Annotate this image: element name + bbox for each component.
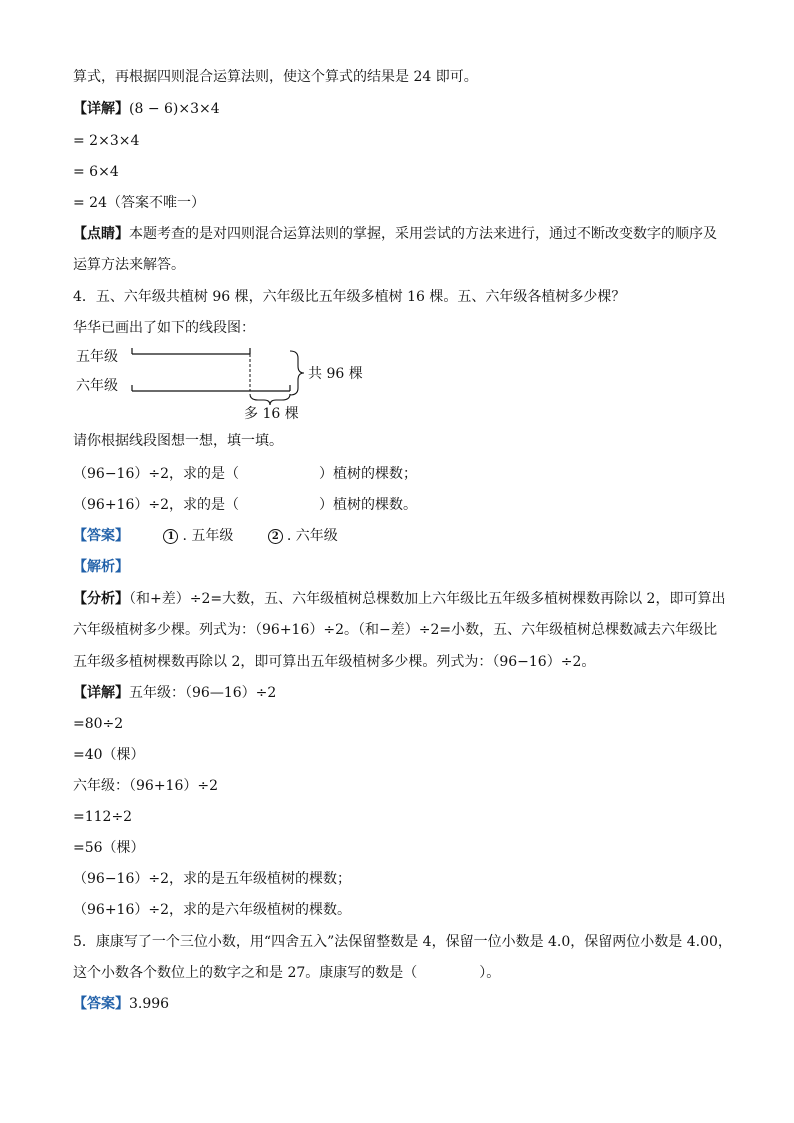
point-line [73,225,717,243]
fenxi-line-1 [73,590,725,608]
answer-item-2 [268,527,338,545]
answer-line [73,527,338,545]
question-5-text: ）。 [479,965,501,981]
detail-line: （96+16）÷2，求的是六年级植树的棵数。 [73,902,351,918]
fill-line-1 [73,465,417,483]
circled-number: 2 [268,529,283,544]
bottom-brace [250,394,290,405]
question-5-line-1: 5．康康写了一个三位小数，用“四舍五入”法保留整数是 4，保留一位小数是 4.0，保留两位小数是 4.00， [73,934,732,950]
fill-text: （96−16）÷2，求的是（ [73,466,239,482]
row1-label: 五年级 [76,349,118,365]
fenxi-label: 【分析】 [73,591,129,607]
fenxi-line-2: 六年级植树多少棵。列式为：（96+16）÷2。（和−差）÷2=小数，五、六年级植树总棵数减去六年级比 [73,622,718,638]
fill-line-2 [73,496,417,514]
detail-label: 【详解】 [73,101,129,117]
text-line: = 6×4 [73,164,119,180]
fill-text: ）植树的棵数。 [319,497,417,513]
point-text: 本题考查的是对四则混合运算法则的掌握，采用尝试的方法来进行，通过不断改变数字的顺序及 [129,226,717,242]
question-4-intro: 华华已画出了如下的线段图： [73,320,255,336]
detail-line: （96−16）÷2，求的是五年级植树的棵数； [73,871,351,887]
question-5-text: 这个小数各个数位上的数字之和是 27。康康写的数是（ [73,965,418,981]
detail-line: =80÷2 [73,716,124,732]
text-line: 运算方法来解答。 [73,257,185,273]
question-4-prompt: 请你根据线段图想一想，填一填。 [73,433,283,449]
text-line: = 24（答案不唯一） [73,195,205,211]
answer-label: 【答案】 [73,528,129,544]
circled-number: 1 [163,529,178,544]
detail-expression: (8 − 6)×3×4 [129,101,220,117]
segment-diagram [70,342,390,424]
detail-line: =56（棵） [73,840,145,856]
fenxi-text: （和+差）÷2=大数，五、六年级植树总棵数加上六年级比五年级多植树棵数再除以 2，即可算出 [129,591,726,607]
answer-text: . 六年级 [286,528,338,544]
detail-line [73,684,276,702]
text-line: 算式，再根据四则混合运算法则，使这个算式的结果是 24 即可。 [73,69,478,85]
fenxi-line-3: 五年级多植树棵数再除以 2，即可算出五年级植树多少棵。列式为：（96−16）÷2。 [73,654,596,670]
detail-line: =112÷2 [73,809,133,825]
detail-line: =40（棵） [73,747,145,763]
row2-label: 六年级 [76,378,118,394]
question-4: 4．五、六年级共植树 96 棵，六年级比五年级多植树 16 棵。五、六年级各植树多少棵？ [73,289,626,305]
diff-label: 多 16 棵 [244,406,299,422]
text-line: = 2×3×4 [73,133,140,149]
q5-answer-line [73,995,169,1013]
total-label: 共 96 棵 [308,366,363,382]
answer-value: 3.996 [129,996,170,1012]
detail-label: 【详解】 [73,685,129,701]
detail-text: 五年级：（96—16）÷2 [129,685,277,701]
answer-text: . 五年级 [182,528,234,544]
fill-text: ）植树的棵数； [319,466,417,482]
detail-line [73,100,220,118]
answer-label: 【答案】 [73,996,129,1012]
detail-line: 六年级：（96+16）÷2 [73,778,218,794]
point-label: 【点睛】 [73,226,129,242]
fill-text: （96+16）÷2，求的是（ [73,497,239,513]
right-brace [290,351,304,395]
answer-item-1 [163,527,233,545]
analysis-label: 【解析】 [73,559,129,575]
question-5-line-2 [73,964,500,982]
